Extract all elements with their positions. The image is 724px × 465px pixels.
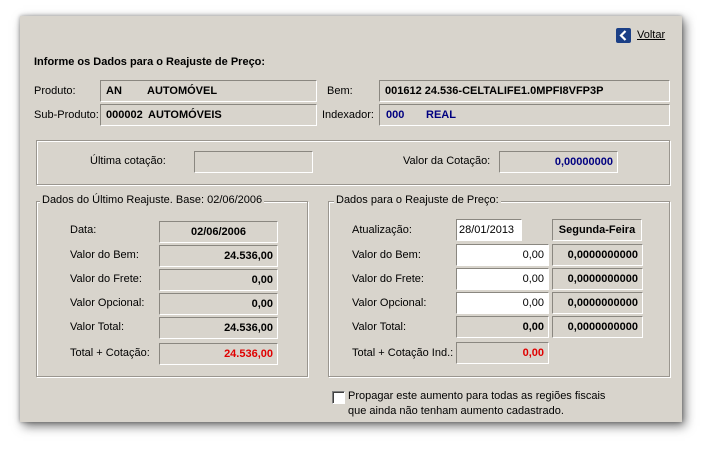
ultima-cotacao-label: Última cotação:: [90, 155, 166, 167]
subproduto-name: AUTOMÓVEIS: [148, 109, 222, 121]
novo-valor-opcional-label: Valor Opcional:: [352, 297, 427, 309]
ultimo-valor-frete-label: Valor do Frete:: [70, 273, 142, 285]
atualizacao-label: Atualização:: [352, 224, 412, 236]
bem-label: Bem:: [327, 85, 353, 97]
data-label: Data:: [70, 224, 97, 236]
indexador-name: REAL: [426, 109, 456, 121]
propagar-label-line1[interactable]: Propagar este aumento para todas as regiões fiscais: [348, 390, 606, 402]
ultimo-valor-bem-label: Valor do Bem:: [70, 249, 139, 261]
novo-valor-frete-index: 0,0000000000: [552, 268, 643, 290]
bem-value: 001612 24.536-CELTALIFE1.0MPFI8VFP3P: [385, 85, 604, 97]
novo-valor-opcional-index: 0,0000000000: [552, 292, 643, 314]
page-title: Informe os Dados para o Reajuste de Preço:: [34, 56, 266, 68]
propagar-checkbox[interactable]: [332, 391, 345, 404]
back-arrow-icon: [616, 28, 631, 43]
voltar-button[interactable]: [616, 28, 666, 44]
produto-label: Produto:: [34, 85, 76, 97]
ultimo-total-cotacao-value: 24.536,00: [159, 343, 278, 365]
novo-valor-opcional-input[interactable]: 0,00: [456, 292, 549, 314]
indexador-label: Indexador:: [322, 109, 374, 121]
ultimo-valor-frete-value: 0,00: [159, 269, 278, 291]
weekday-field: Segunda-Feira: [552, 219, 642, 241]
ultimo-valor-opcional-label: Valor Opcional:: [70, 297, 145, 309]
bem-field: [379, 80, 670, 102]
novo-reajuste-title: Dados para o Reajuste de Preço:: [336, 194, 499, 206]
subproduto-code: 000002: [106, 109, 143, 121]
indexador-field: [379, 104, 670, 126]
novo-valor-total-value: 0,00: [456, 316, 549, 338]
subproduto-field: [100, 104, 317, 126]
novo-valor-bem-label: Valor do Bem:: [352, 249, 421, 261]
data-value: 02/06/2006: [159, 221, 278, 243]
indexador-code: 000: [386, 109, 405, 121]
voltar-label: Voltar: [637, 29, 666, 41]
ultimo-valor-opcional-value: 0,00: [159, 293, 278, 315]
reajuste-dialog: [20, 16, 682, 422]
novo-valor-frete-input[interactable]: 0,00: [456, 268, 549, 290]
valor-cotacao-label: Valor da Cotação:: [403, 155, 491, 167]
novo-valor-total-label: Valor Total:: [352, 321, 407, 333]
produto-code: AN: [106, 85, 122, 97]
ultimo-reajuste-title: Dados do Último Reajuste. Base: 02/06/2006: [42, 194, 263, 206]
ultima-cotacao-field: [194, 151, 313, 173]
produto-name: AUTOMÓVEL: [147, 85, 218, 97]
propagar-label-line2[interactable]: que ainda não tenham aumento cadastrado.: [348, 405, 564, 417]
novo-total-cotacao-label: Total + Cotação Ind.:: [352, 347, 454, 359]
ultimo-valor-total-label: Valor Total:: [70, 321, 125, 333]
novo-valor-frete-label: Valor do Frete:: [352, 273, 424, 285]
valor-cotacao-field: 0,00000000: [499, 151, 618, 173]
novo-valor-bem-input[interactable]: 0,00: [456, 244, 549, 266]
ultimo-total-cotacao-label: Total + Cotação:: [70, 347, 150, 359]
atualizacao-input[interactable]: 28/01/2013: [456, 219, 522, 241]
novo-valor-bem-index: 0,0000000000: [552, 244, 643, 266]
produto-field: [100, 80, 317, 102]
novo-valor-total-index: 0,0000000000: [552, 316, 643, 338]
ultimo-valor-bem-value: 24.536,00: [159, 245, 278, 267]
subproduto-label: Sub-Produto:: [34, 109, 99, 121]
novo-total-cotacao-value: 0,00: [456, 342, 549, 364]
ultimo-valor-total-value: 24.536,00: [159, 317, 278, 339]
